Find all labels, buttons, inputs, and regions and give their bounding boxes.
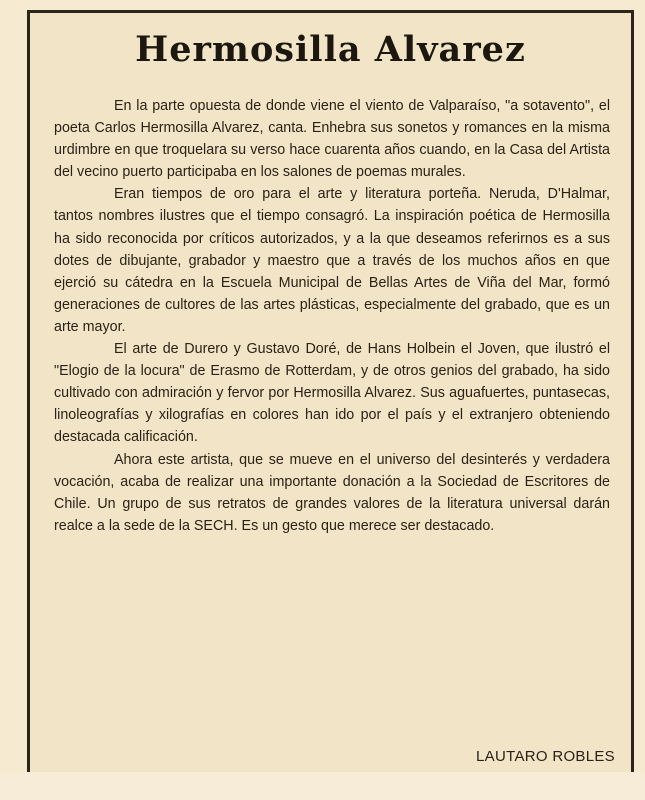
article-paragraph: El arte de Durero y Gustavo Doré, de Hans Holbein el Joven, que ilustró el "Elogio de la locura" de Erasmo de Rotterdam, y de otros genios del grabado, ha sido cultivado con admiración y fervor por Hermosilla Alvarez. Sus aguafuertes, puntasecas, linoleografías y xilografías en colores han ido por el país y el extranjero obteniendo destacada calificación.: [54, 341, 610, 446]
article-paragraph: En la parte opuesta de donde viene el viento de Valparaíso, "a sotavento", el poeta Carlos Hermosilla Alvarez, canta. Enhebra sus sonetos y romances en la misma urdimbre en que troquelara su verso hace cuarenta años cuando, en la Casa del Artista del vecino puerto participaba en los salones de poemas murales.: [54, 98, 610, 181]
article-paragraph: Ahora este artista, que se mueve en el universo del desinterés y verdadera vocación, acaba de realizar una importante donación a la Sociedad de Escritores de Chile. Un grupo de sus retratos de grandes valores de la literatura universal darán realce a la sede de la SECH. Es un gesto que merece ser destacado.: [54, 451, 610, 534]
newspaper-clipping: [27, 10, 634, 778]
page-margin: [0, 772, 645, 800]
article-paragraph: Eran tiempos de oro para el arte y literatura porteña. Neruda, D'Halmar, tantos nombres ilustres que el tiempo consagró. La inspiración poética de Hermosilla ha sido reconocida por críticos autorizados, y a la que deseamos referirnos es a sus dotes de dibujante, grabador y maestro que a través de los muchos años en que ejerció su cátedra en la Escuela Municipal de Bellas Artes de Viña del Mar, formó generaciones de cultores de las artes plásticas, especialmente del grabado, que es un arte mayor.: [54, 186, 610, 335]
article-title: Hermosilla Alvarez: [135, 29, 526, 70]
article-body: [54, 95, 610, 537]
author-signature: LAUTARO ROBLES: [476, 748, 615, 765]
